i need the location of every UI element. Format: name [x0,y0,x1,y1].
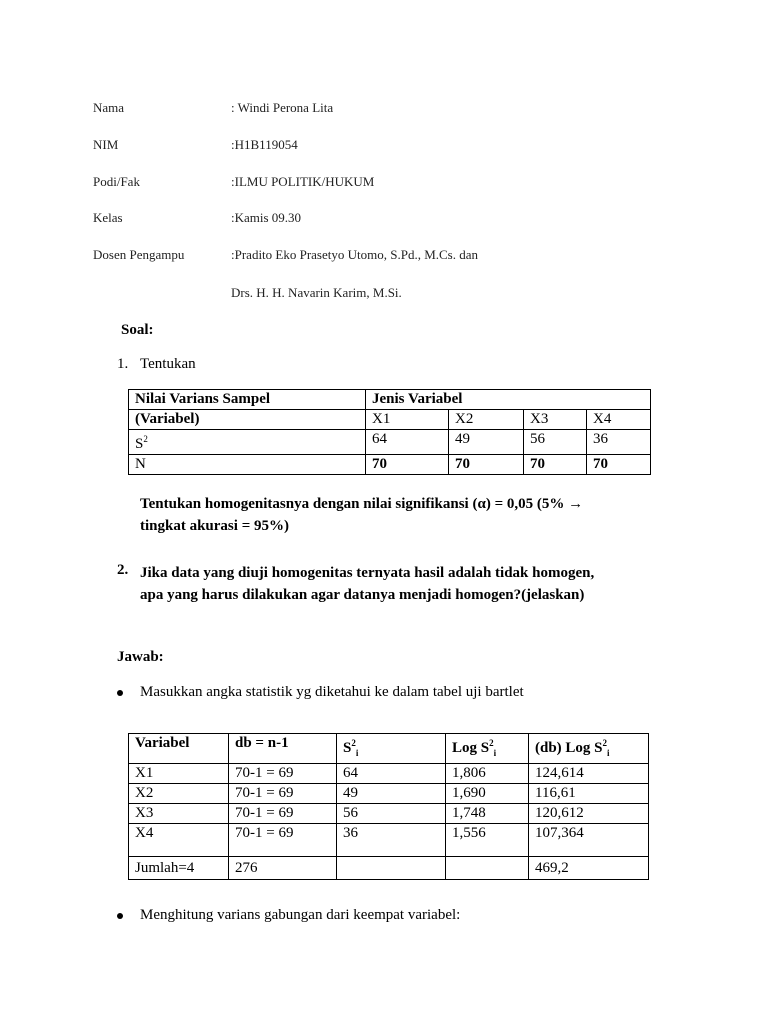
header-label: Nama [93,100,125,115]
bartlett-table [128,733,649,880]
table-row [129,824,649,857]
table-cell: X4 [129,824,229,857]
table-header-cell [529,734,649,764]
header-label: Kelas [93,210,123,225]
header-value: :ILMU POLITIK/HUKUM [231,174,375,189]
superscript: 2 [143,434,148,444]
s-label: S [135,436,144,452]
table-cell: 1,806 [446,764,529,784]
header-value: :Kamis 09.30 [231,210,302,225]
table-cell: 120,612 [529,804,649,824]
subscript: i [493,748,497,758]
header-value: : Windi Perona Lita [231,100,334,115]
header-value: :Pradito Eko Prasetyo Utomo, S.Pd., M.Cs. dan [231,247,479,262]
header-label: NIM [93,137,119,152]
table-cell: 70 [449,455,524,475]
table-cell: N [129,455,366,475]
table-cell: 116,61 [529,784,649,804]
table-cell: 64 [366,430,449,455]
table-row [129,784,649,804]
table-row [129,455,651,475]
header-row-nim [93,137,298,153]
table-cell: 1,748 [446,804,529,824]
question-1-instruction [140,493,675,537]
table-cell: 1,690 [446,784,529,804]
instruction-line-2: tingkat akurasi = 95%) [140,518,289,534]
superscript: 2 [602,738,608,748]
bullet-text: Menghitung varians gabungan dari keempat variabel: [140,907,461,923]
header-label: Podi/Fak [93,174,140,189]
question-1 [117,356,677,376]
instruction-text: Tentukan homogenitasnya dengan nilai signifikansi (α) = 0,05 (5% → [140,496,584,512]
table-cell: X3 [524,410,587,430]
table-cell: 64 [337,764,446,784]
table-header-cell: Jenis Variabel [366,390,651,410]
bullet-item [117,907,677,927]
header-text: (db) Log S [535,740,603,756]
subscript: i [607,748,610,758]
table-header-cell [446,734,529,764]
table-row [129,804,649,824]
header-text: Log S [452,740,490,756]
table-cell: 70 [366,455,449,475]
header-row-prodi [93,174,375,190]
table-row [129,764,649,784]
subscript: i [355,748,359,758]
table-header-cell [337,734,446,764]
question-text: Tentukan [140,356,196,372]
table-cell: 49 [449,430,524,455]
header-row-dosen [93,247,479,263]
table-cell: 107,364 [529,824,649,857]
table-cell: 70 [524,455,587,475]
table-row [129,410,651,430]
header-value: :H1B119054 [231,137,298,152]
table-cell: 1,556 [446,824,529,857]
table-cell: 276 [229,857,337,880]
superscript: 2 [489,738,494,748]
table-cell: 36 [337,824,446,857]
bullet-icon [117,690,123,696]
table-cell: X1 [366,410,449,430]
table-cell: X4 [587,410,651,430]
question-number: 1. [117,356,129,372]
table-cell: 56 [337,804,446,824]
superscript: 2 [351,738,356,748]
table-cell: 469,2 [529,857,649,880]
table-row-total [129,857,649,880]
table-cell: 56 [524,430,587,455]
table-cell: X1 [129,764,229,784]
table-cell: X3 [129,804,229,824]
table-row [129,390,651,410]
header-dosen-continuation: Drs. H. H. Navarin Karim, M.Si. [231,285,402,300]
header-label: Dosen Pengampu [93,247,185,262]
table-cell [337,857,446,880]
table-cell: 36 [587,430,651,455]
bullet-item [117,684,677,704]
table-cell: 124,614 [529,764,649,784]
table-cell [129,430,366,455]
header-row-kelas [93,210,302,226]
bullet-text: Masukkan angka statistik yg diketahui ke dalam tabel uji bartlet [140,684,524,700]
table-row [129,430,651,455]
table-cell: Jumlah=4 [129,857,229,880]
table-cell: X2 [449,410,524,430]
question-number: 2. [117,562,129,578]
table-cell: X2 [129,784,229,804]
table-header-cell: db = n-1 [229,734,337,764]
table-cell: 70-1 = 69 [229,804,337,824]
soal-heading: Soal: [121,322,154,338]
jawab-heading: Jawab: [117,649,164,665]
table-header-cell: Variabel [129,734,229,764]
table-cell: 70-1 = 69 [229,824,337,857]
table-cell: 70-1 = 69 [229,784,337,804]
question-2 [117,562,677,606]
question-line-2: apa yang harus dilakukan agar datanya menjadi homogen?(jelaskan) [140,587,585,603]
question-text [140,562,675,606]
table-cell [446,857,529,880]
table-header-cell: (Variabel) [129,410,366,430]
table-row [129,734,649,764]
header-text: S [343,740,352,756]
table-cell: 49 [337,784,446,804]
question-line-1: Jika data yang diuji homogenitas ternyata hasil adalah tidak homogen, [140,565,595,581]
bullet-icon [117,913,123,919]
header-row-nama [93,100,334,116]
variance-table [128,389,651,475]
table-cell: 70-1 = 69 [229,764,337,784]
table-header-cell: Nilai Varians Sampel [129,390,366,410]
instruction-line-1 [140,493,675,515]
table-cell: 70 [587,455,651,475]
